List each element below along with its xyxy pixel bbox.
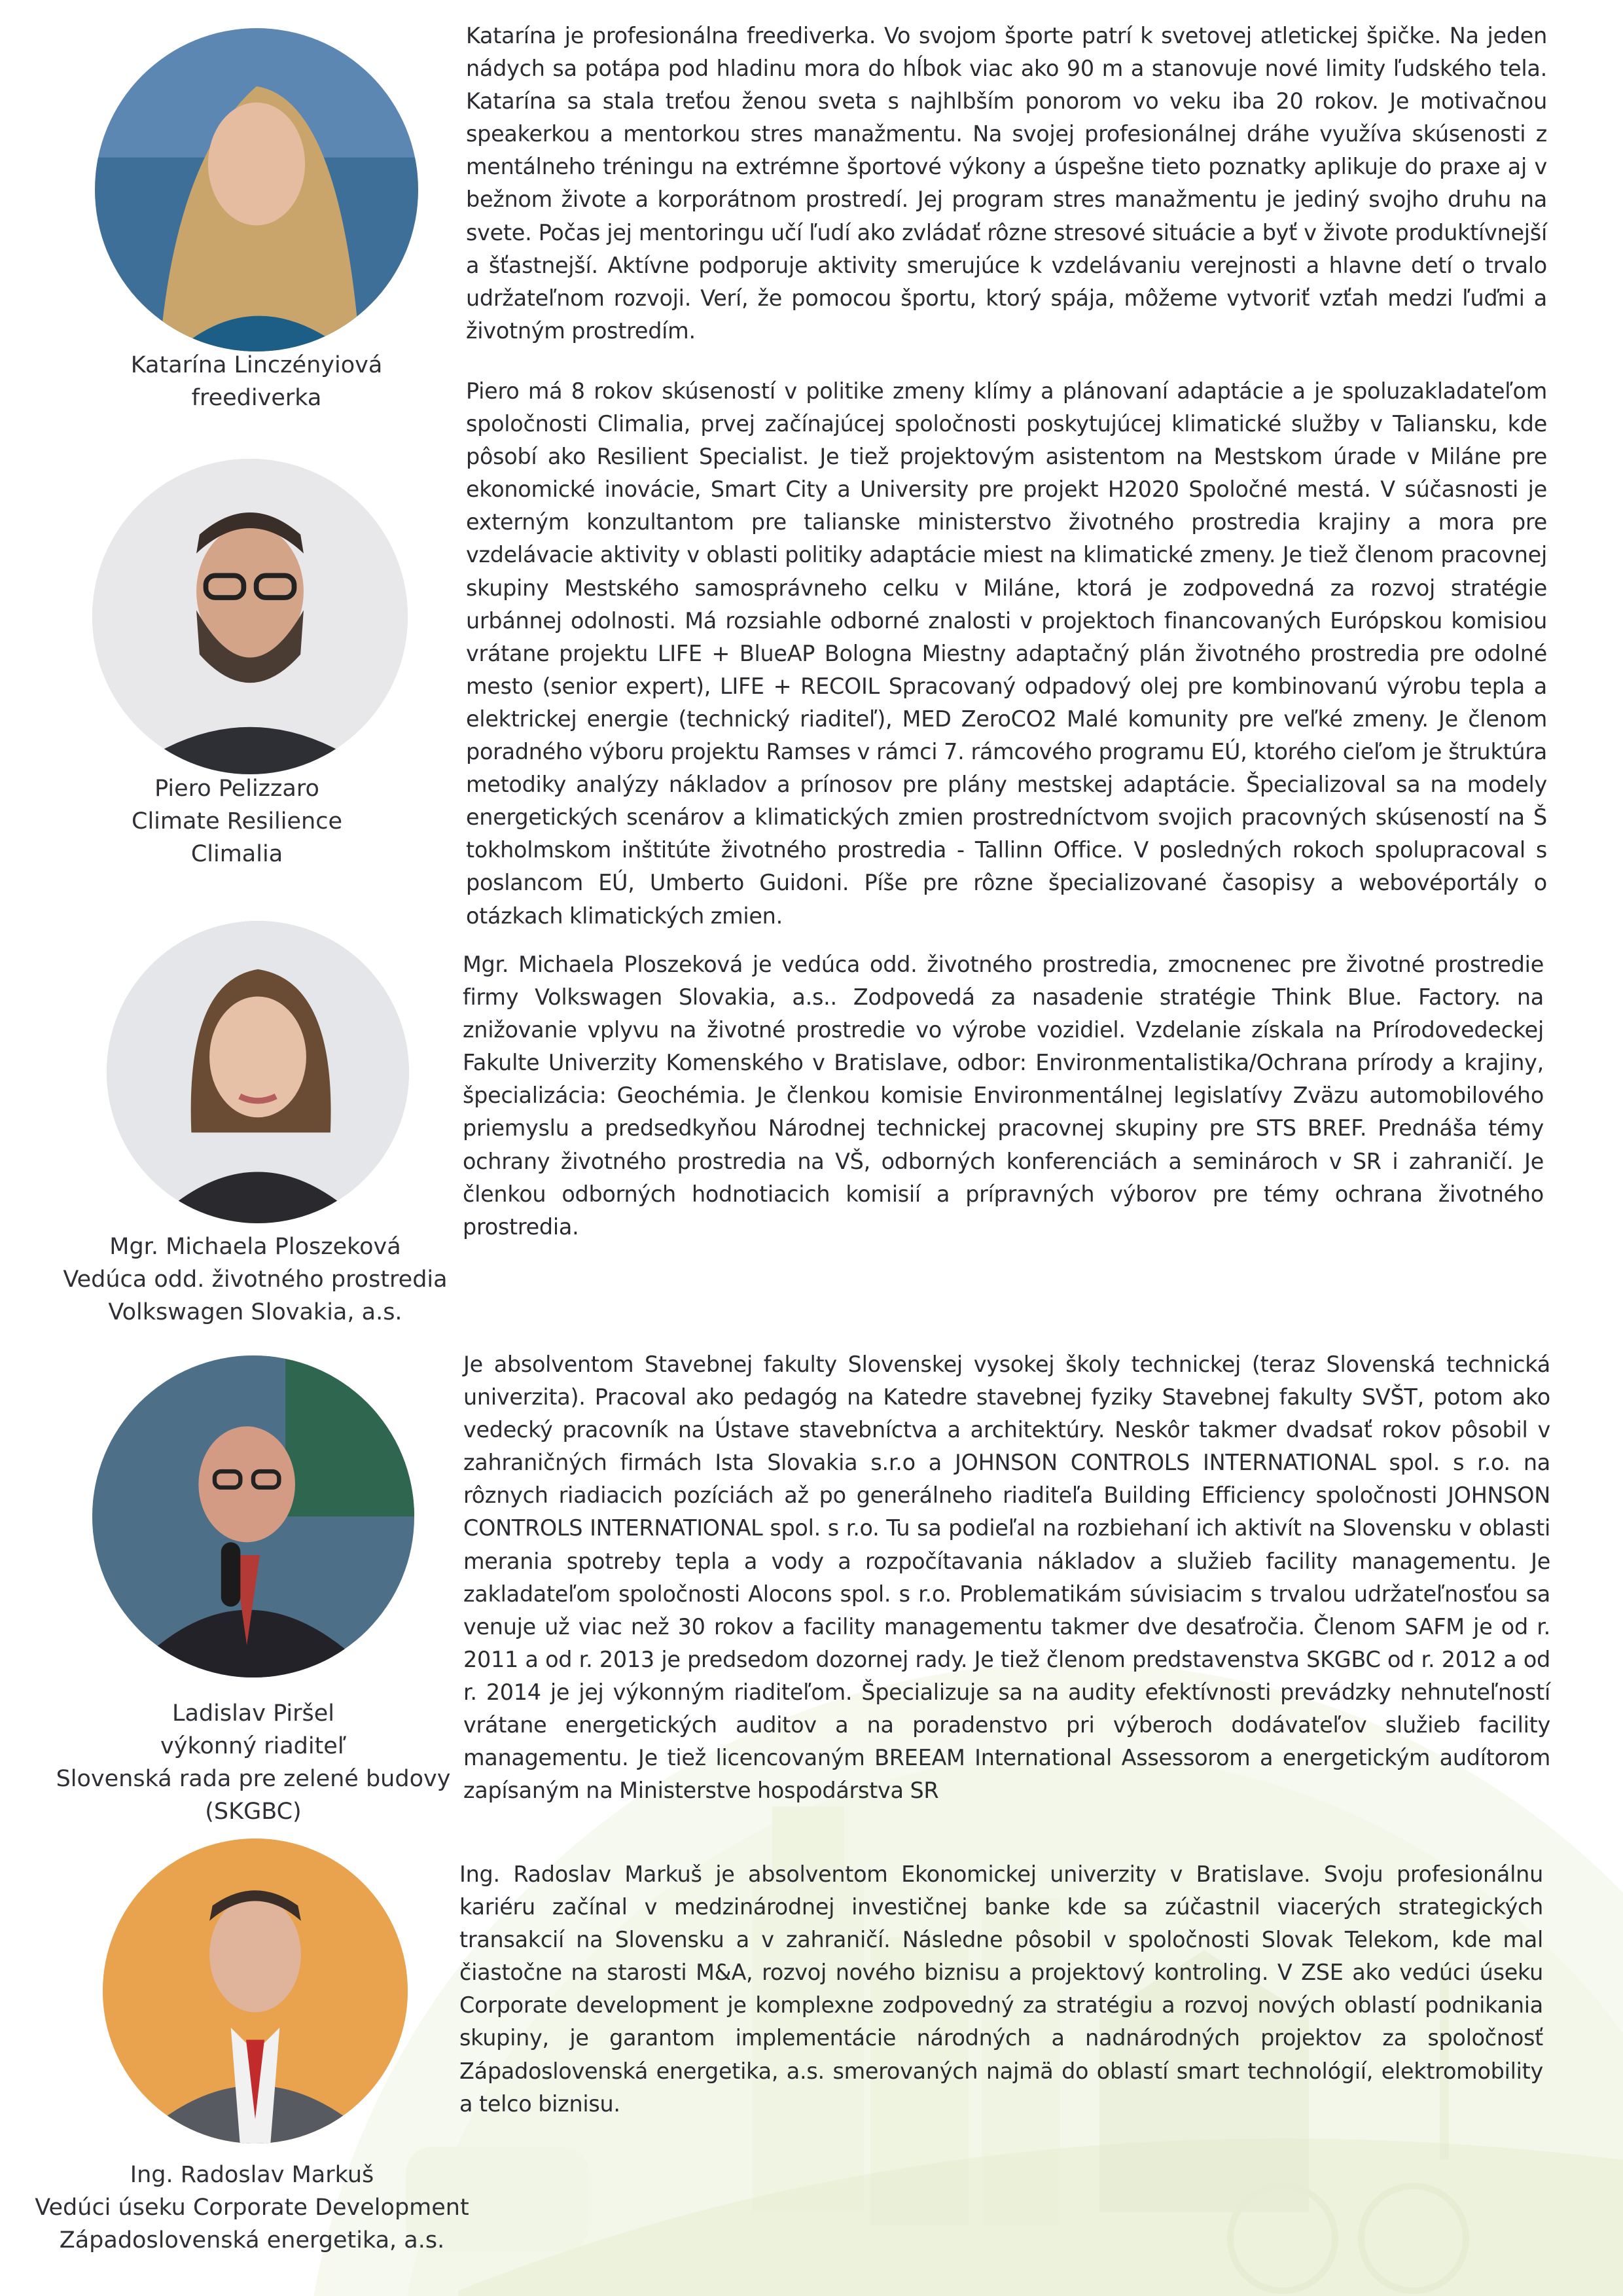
caption-michaela-ploszekova [62, 1230, 448, 1329]
caption-katarina-linczenyiova [93, 349, 420, 414]
person-name: Mgr. Michaela Ploszeková [109, 1234, 401, 1260]
portrait-katarina-linczenyiova [95, 28, 418, 351]
portrait-michaela-ploszekova [107, 921, 409, 1223]
person-organization: Slovenská rada pre zelené budovy [56, 1766, 451, 1792]
photo-image [95, 28, 418, 351]
person-name: Ing. Radoslav Markuš [130, 2162, 374, 2188]
person-organization: Západoslovenská energetika, a.s. [59, 2227, 445, 2253]
person-name: Ladislav Piršel [171, 1700, 335, 1727]
person-role: výkonný riaditeľ [160, 1733, 346, 1759]
person-role: Vedúci úseku Corporate Development [35, 2195, 469, 2221]
bio-michaela-ploszekova: Mgr. Michaela Ploszeková je vedúca odd. životného prostredia, zmocnenec pre životné prostredie firmy Volkswagen Slovakia, a.s.. Zodpovedá za nasadenie stratégie Think Blue. Factory. na znižovanie vplyvu na životné prostredie vo výrobe vozidiel. Vzdelanie získala na Prírodovedeckej Fakulte Univerzity Komenského v Bratislave, odbor: Environmentalistika/Ochrana prírody a krajiny, špecializácia: Geochémia. Je členkou komisie Environmentálnej legislatívy Zväzu automobilového priemyslu a predsedkyňou Národnej technickej pracovnej skupiny pre STS BREF. Prednáša témy ochrany životného prostredia na VŠ, odborných konferenciách a seminároch v SR i zahraničí. Je členkou odborných hodnotiacich komisií a prípravných výborov pre témy ochrana životného prostredia. [463, 952, 1544, 1240]
portrait-piero-pelizzaro [92, 459, 408, 774]
caption-ladislav-pirsel [41, 1697, 466, 1828]
person-organization-abbreviation: (SKGBC) [205, 1799, 302, 1825]
photo-image [92, 1355, 414, 1677]
bio-radoslav-markus: Ing. Radoslav Markuš je absolventom Ekonomickej univerzity v Bratislave. Svoju profesionálnu kariéru začínal v medzinárodnej investičnej banke kde sa zúčastnil viacerých strategických transakcií na Slovensku a v zahraničí. Následne pôsobil v spoločnosti Slovak Telekom, kde mal čiastočne na starosti M&A, rozvoj nového biznisu a projektový kontroling. V ZSE ako vedúci úseku Corporate development je komplexne zodpovedný za stratégiu a rozvoj nových oblastí podnikania skupiny, je garantom implementácie národných a nadnárodných projektov za spoločnosť Západoslovenská energetika, a.s. smerovaných najmä do oblastí smart technológií, elektromobility a telco biznisu. [459, 1861, 1543, 2117]
photo-image [107, 921, 409, 1223]
person-role: freediverka [191, 385, 322, 411]
bio-katarina-linczenyiova: Katarína je profesionálna freediverka. Vo svojom športe patrí k svetovej atletickej špičke. Na jeden nádych sa potápa pod hladinu mora do hĺbok viac ako 90 m a stanovuje nové limity ľudského tela. Katarína sa stala treťou ženou sveta s najhlbším ponorom vo veku iba 20 rokov. Je motivačnou speakerkou a mentorkou stres manažmentu. Na svojej profesionálnej dráhe využíva skúsenosti z mentálneho tréningu na extrémne športové výkony a úspešne tieto poznatky aplikuje do praxe aj v bežnom živote a korporátnom prostredí. Jej program stres manažmentu je jediný svojho druhu na svete. Počas jej mentoringu učí ľudí ako zvládať rôzne stresové situácie a byť v živote produktívnejší a šťastnejší. Aktívne podporuje aktivity smerujúce k vzdelávaniu verejnosti a hlavne detí o trvalo udržateľnom rozvoji. Verí, že pomocou športu, ktorý spája, môžeme vytvoriť vzťah medzi ľuďmi a životným prostredím. [466, 23, 1547, 344]
portrait-ladislav-pirsel [92, 1355, 414, 1677]
person-role: Vedúca odd. životného prostredia [63, 1266, 448, 1293]
caption-radoslav-markus [20, 2159, 484, 2257]
photo-image [103, 1839, 408, 2144]
portrait-radoslav-markus [103, 1839, 408, 2144]
person-name: Katarína Linczényiová [130, 352, 383, 378]
person-organization: Climalia [190, 841, 283, 867]
person-name: Piero Pelizzaro [154, 776, 319, 802]
photo-image [92, 459, 408, 774]
person-role: Climate Resilience [132, 808, 342, 834]
bio-ladislav-pirsel: Je absolventom Stavebnej fakulty Slovenskej vysokej školy technickej (teraz Slovenská technická univerzita). Pracoval ako pedagóg na Katedre stavebnej fyziky Stavebnej fakulty SVŠT, potom ako vedecký pracovník na Ústave stavebníctva a architektúry. Neskôr takmer dvadsať rokov pôsobil v zahraničných firmách Ista Slovakia s.r.o a JOHNSON CONTROLS INTERNATIONAL spol. s r.o. na rôznych riadiacich pozíciách až po generálneho riaditeľa Building Efficiency spoločnosti JOHNSON CONTROLS INTERNATIONAL spol. s r.o. Tu sa podieľal na rozbiehaní ich aktivít na Slovensku v oblasti merania spotreby tepla a vody a rozpočítavania nákladov a služieb facility managementu. Je zakladateľom spoločnosti Alocons spol. s r.o. Problematikám súvisiacim s trvalou udržateľnosťou sa venuje už viac než 30 rokov a facility managementu takmer dve desaťročia. Členom SAFM je od r. 2011 a od r. 2013 je predsedom dozornej rady. Je tiež členom predstavenstva SKGBC od r. 2012 a od r. 2014 je jej výkonným riaditeľom. Špecializuje sa na audity efektívnosti prevádzky nehnuteľností vrátane energetických auditov a na poradenstvo pri výberoch dodávateľov služieb facility managementu. Je tiež licencovaným BREEAM International Assessorom a energetickým audítorom zapísaným na Ministerstve hospodárstva SR [463, 1352, 1550, 1804]
bio-piero-pelizzaro: Piero má 8 rokov skúseností v politike zmeny klímy a plánovaní adaptácie a je spoluzakladateľom spoločnosti Climalia, prvej začínajúcej spoločnosti poskytujúcej klimatické služby v Taliansku, kde pôsobí ako Resilient Specialist. Je tiež projektovým asistentom na Mestskom úrade v Miláne pre ekonomické inovácie, Smart City a University pre projekt H2020 Spoločné mestá. V súčasnosti je externým konzultantom pre talianske ministerstvo životného prostredia krajiny a mora pre vzdelávacie aktivity v oblasti politiky adaptácie miest na klimatické zmeny. Je tiež členom pracovnej skupiny Mestského samosprávneho celku v Miláne, ktorá je zodpovedná za rozvoj stratégie urbánnej odolnosti. Má rozsiahle odborné znalosti v projektoch financovaných Európskou komisiou vrátane projektu LIFE + BlueAP Bologna Miestny adaptačný plán životného prostredia pre odolné mesto (senior expert), LIFE + RECOIL Spracovaný odpadový olej pre kombinovanú výrobu tepla a elektrickej energie (technický riaditeľ), MED ZeroCO2 Malé komunity pre veľké zmeny. Je členom poradného výboru projektu Ramses v rámci 7. rámcového programu EÚ, ktorého cieľom je štruktúra metodiky analýzy nákladov a prínosov pre plány mestskej adaptácie. Špecializoval sa na modely energetických scenárov a klimatických zmien prostredníctvom svojich pracovných skúseností na Š tokholmskom inštitúte životného prostredia - Tallinn Office. V posledných rokoch spolupracoval s poslancom EÚ, Umberto Guidoni. Píše pre rôzne špecializované časopisy a webovéportály o otázkach klimatických zmien. [466, 378, 1547, 929]
caption-piero-pelizzaro [106, 772, 368, 870]
person-organization: Volkswagen Slovakia, a.s. [108, 1299, 402, 1325]
